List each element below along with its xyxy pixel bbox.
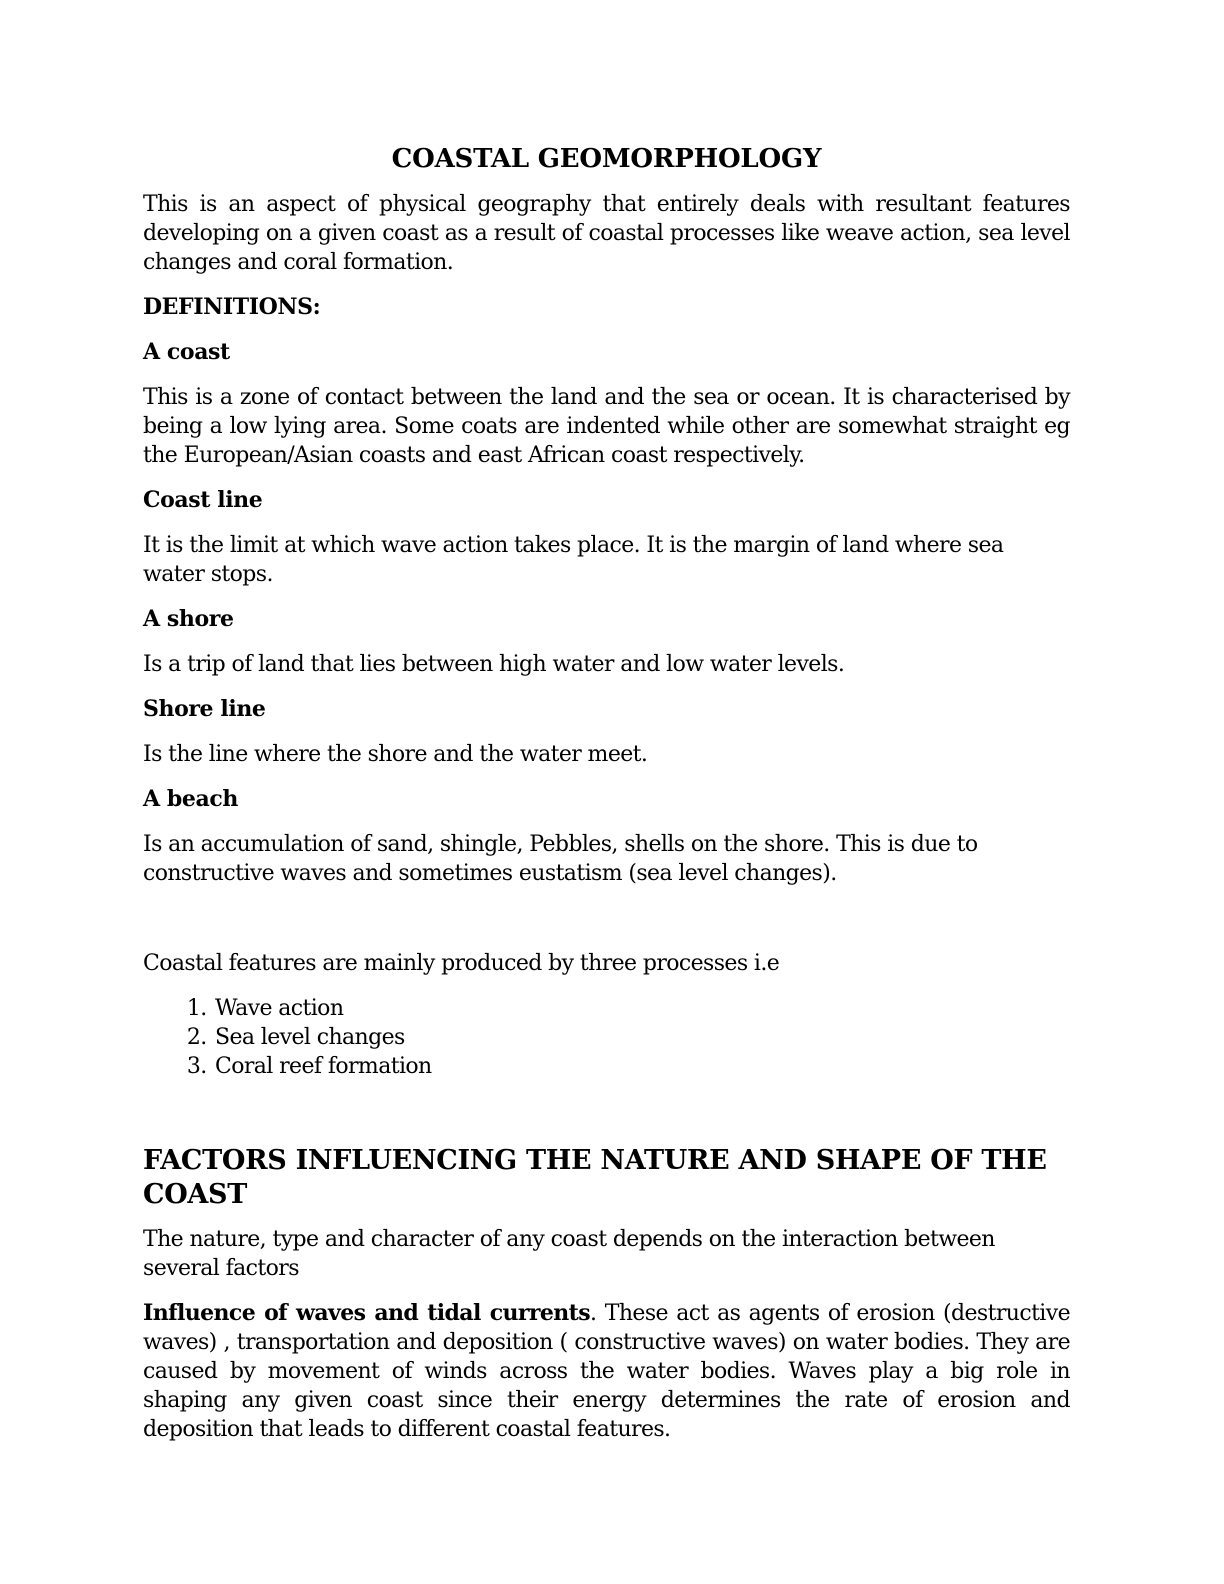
- definition-term-coast-line: Coast line: [143, 487, 263, 513]
- definitions-heading: DEFINITIONS:: [143, 294, 321, 320]
- definition-text-shore: Is a trip of land that lies between high water and low water levels.: [143, 652, 845, 677]
- page-title: COASTAL GEOMORPHOLOGY: [391, 144, 822, 174]
- definition-term-coast: A coast: [143, 339, 230, 365]
- factors-intro: The nature, type and character of any coast depends on the interaction between several factors: [143, 1227, 995, 1281]
- processes-intro: Coastal features are mainly produced by three processes i.e: [143, 951, 780, 976]
- definition-text-shore-line: Is the line where the shore and the water meet.: [143, 742, 648, 767]
- list-item: 2. Sea level changes: [213, 1023, 1070, 1052]
- definition-text-beach: Is an accumulation of sand, shingle, Pebbles, shells on the shore. This is due to constructive waves and sometimes eustatism (sea level changes).: [143, 832, 978, 886]
- document-page: [143, 142, 1070, 1444]
- factor-waves-paragraph: [143, 1299, 1070, 1444]
- list-item: 1. Wave action: [213, 994, 1070, 1023]
- definition-text-coast: This is a zone of contact between the land and the sea or ocean. It is characterised by being a low lying area. Some coats are indented while other are somewhat straight eg the European/Asian coasts and east African coast respectively.: [143, 385, 1070, 468]
- intro-paragraph: This is an aspect of physical geography that entirely deals with resultant features developing on a given coast as a result of coastal processes like weave action, sea level changes and coral formation.: [143, 192, 1070, 275]
- factor-waves-text: . These act as agents of erosion (destructive waves) , transportation and deposition ( constructive waves) on water bodies. They are caused by movement of winds across the water bodies. Waves play a big role in shaping any given coast since their energy determines the rate of erosion and deposition that leads to different coastal features.: [143, 1301, 1070, 1442]
- definition-term-shore-line: Shore line: [143, 696, 266, 722]
- factors-heading: FACTORS INFLUENCING THE NATURE AND SHAPE OF THE COAST: [143, 1145, 1047, 1210]
- definition-text-coast-line: It is the limit at which wave action takes place. It is the margin of land where sea water stops.: [143, 533, 1004, 587]
- definition-term-shore: A shore: [143, 606, 234, 632]
- factor-waves-term: Influence of waves and tidal currents: [143, 1300, 591, 1326]
- processes-list: [143, 994, 1070, 1081]
- definition-term-beach: A beach: [143, 786, 238, 812]
- list-item: 3. Coral reef formation: [213, 1052, 1070, 1081]
